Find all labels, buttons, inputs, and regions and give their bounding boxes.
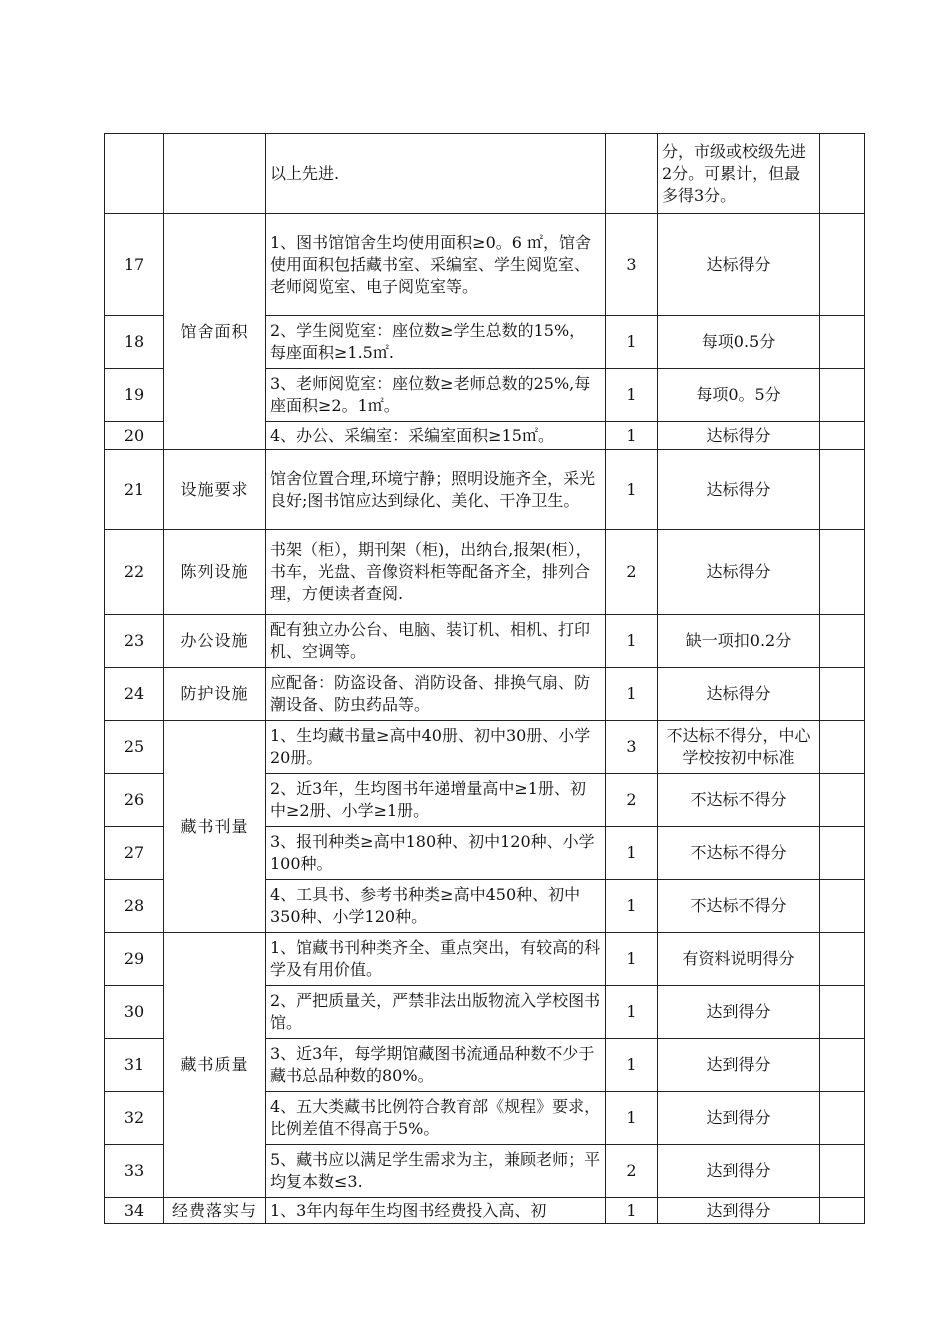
score-cell: 2 [606,1145,658,1198]
table-row [105,214,865,316]
row-number: 33 [105,1145,164,1198]
scoring-rule-cell: 达标得分 [658,530,820,615]
score-cell: 3 [606,721,658,774]
remark-cell [820,1198,865,1224]
remark-cell [820,1092,865,1145]
remark-cell [820,668,865,721]
category-cell: 馆舍面积 [164,214,266,450]
score-cell: 1 [606,1092,658,1145]
criteria-cell: 以上先进. [266,134,606,214]
score-cell [606,134,658,214]
scoring-rule-cell: 达标得分 [658,214,820,316]
criteria-cell: 书架（柜），期刊架（柜)，出纳台,报架(柜），书车，光盘、音像资料柜等配备齐全，排列合理，方便读者查阅. [266,530,606,615]
remark-cell [820,134,865,214]
scoring-rule-cell: 缺一项扣0.2分 [658,615,820,668]
row-number: 22 [105,530,164,615]
scoring-rule-cell: 不达标不得分 [658,774,820,827]
row-number: 29 [105,933,164,986]
scoring-rule-cell: 达标得分 [658,422,820,450]
remark-cell [820,827,865,880]
row-number [105,134,164,214]
score-cell: 1 [606,615,658,668]
category-cell: 陈列设施 [164,530,266,615]
criteria-cell: 1、生均藏书量≥高中40册、初中30册、小学20册。 [266,721,606,774]
criteria-cell: 2、严把质量关，严禁非法出版物流入学校图书馆。 [266,986,606,1039]
category-cell: 设施要求 [164,450,266,530]
score-cell: 1 [606,668,658,721]
scoring-rule-cell: 每项0.5分 [658,316,820,369]
criteria-cell: 1、3年内每年生均图书经费投入高、初 [266,1198,606,1224]
score-cell: 1 [606,450,658,530]
remark-cell [820,369,865,422]
remark-cell [820,1039,865,1092]
table-row [105,668,865,721]
row-number: 28 [105,880,164,933]
row-number: 17 [105,214,164,316]
category-cell: 防护设施 [164,668,266,721]
scoring-rule-cell: 分，市级或校级先进2分。可累计，但最多得3分。 [658,134,820,214]
score-cell: 2 [606,530,658,615]
score-cell: 1 [606,933,658,986]
remark-cell [820,721,865,774]
remark-cell [820,615,865,668]
criteria-cell: 2、近3年，生均图书年递增量高中≥1册、初中≥2册、小学≥1册。 [266,774,606,827]
remark-cell [820,880,865,933]
criteria-cell: 4、办公、采编室：采编室面积≥15㎡。 [266,422,606,450]
scoring-rule-cell: 不达标不得分，中心学校按初中标准 [658,721,820,774]
remark-cell [820,530,865,615]
criteria-cell: 配有独立办公台、电脑、装订机、相机、打印机、空调等。 [266,615,606,668]
criteria-cell: 3、老师阅览室：座位数≥老师总数的25%,每座面积≥2。1㎡。 [266,369,606,422]
table-row [105,933,865,986]
scoring-rule-cell: 达标得分 [658,450,820,530]
score-cell: 1 [606,1039,658,1092]
scoring-rule-cell: 达标得分 [658,668,820,721]
score-cell: 1 [606,316,658,369]
row-number: 27 [105,827,164,880]
remark-cell [820,774,865,827]
scoring-rule-cell: 有资料说明得分 [658,933,820,986]
score-cell: 1 [606,369,658,422]
criteria-cell: 4、五大类藏书比例符合教育部《规程》要求，比例差值不得高于5%。 [266,1092,606,1145]
remark-cell [820,422,865,450]
row-number: 21 [105,450,164,530]
table-row [105,1198,865,1224]
scoring-rule-cell: 达到得分 [658,1145,820,1198]
score-cell: 1 [606,827,658,880]
scoring-rule-cell: 达到得分 [658,986,820,1039]
criteria-cell: 馆舍位置合理,环境宁静；照明设施齐全，采光良好;图书馆应达到绿化、美化、干净卫生。 [266,450,606,530]
remark-cell [820,316,865,369]
row-number: 23 [105,615,164,668]
remark-cell [820,1145,865,1198]
table-row [105,530,865,615]
criteria-cell: 4、工具书、参考书种类≥高中450种、初中350种、小学120种。 [266,880,606,933]
score-cell: 1 [606,880,658,933]
row-number: 20 [105,422,164,450]
remark-cell [820,214,865,316]
criteria-cell: 3、近3年，每学期馆藏图书流通品种数不少于藏书总品种数的80%。 [266,1039,606,1092]
table-row [105,450,865,530]
criteria-cell: 1、馆藏书刊种类齐全、重点突出，有较高的科学及有用价值。 [266,933,606,986]
remark-cell [820,986,865,1039]
table-row [105,134,865,214]
remark-cell [820,933,865,986]
row-number: 34 [105,1198,164,1224]
remark-cell [820,450,865,530]
scoring-rule-cell: 不达标不得分 [658,880,820,933]
criteria-cell: 应配备：防盗设备、消防设备、排换气扇、防潮设备、防虫药品等。 [266,668,606,721]
scoring-rule-cell: 达到得分 [658,1092,820,1145]
scoring-rule-cell: 达到得分 [658,1039,820,1092]
evaluation-table [104,133,865,1224]
row-number: 30 [105,986,164,1039]
score-cell: 1 [606,986,658,1039]
row-number: 31 [105,1039,164,1092]
table-row [105,615,865,668]
criteria-cell: 2、学生阅览室：座位数≥学生总数的15%，每座面积≥1.5㎡. [266,316,606,369]
scoring-rule-cell: 不达标不得分 [658,827,820,880]
row-number: 32 [105,1092,164,1145]
score-cell: 1 [606,422,658,450]
row-number: 26 [105,774,164,827]
scoring-rule-cell: 达到得分 [658,1198,820,1224]
criteria-cell: 5、藏书应以满足学生需求为主，兼顾老师；平均复本数≤3. [266,1145,606,1198]
score-cell: 1 [606,1198,658,1224]
score-cell: 3 [606,214,658,316]
category-cell: 办公设施 [164,615,266,668]
category-cell: 藏书刊量 [164,721,266,933]
category-cell: 经费落实与 [164,1198,266,1224]
scoring-rule-cell: 每项0。5分 [658,369,820,422]
category-cell [164,134,266,214]
criteria-cell: 3、报刊种类≥高中180种、初中120种、小学100种。 [266,827,606,880]
row-number: 18 [105,316,164,369]
row-number: 25 [105,721,164,774]
score-cell: 2 [606,774,658,827]
category-cell: 藏书质量 [164,933,266,1198]
criteria-cell: 1、图书馆馆舍生均使用面积≥0。6 ㎡，馆舍使用面积包括藏书室、采编室、学生阅览室、老师阅览室、电子阅览室等。 [266,214,606,316]
table-row [105,721,865,774]
row-number: 19 [105,369,164,422]
row-number: 24 [105,668,164,721]
